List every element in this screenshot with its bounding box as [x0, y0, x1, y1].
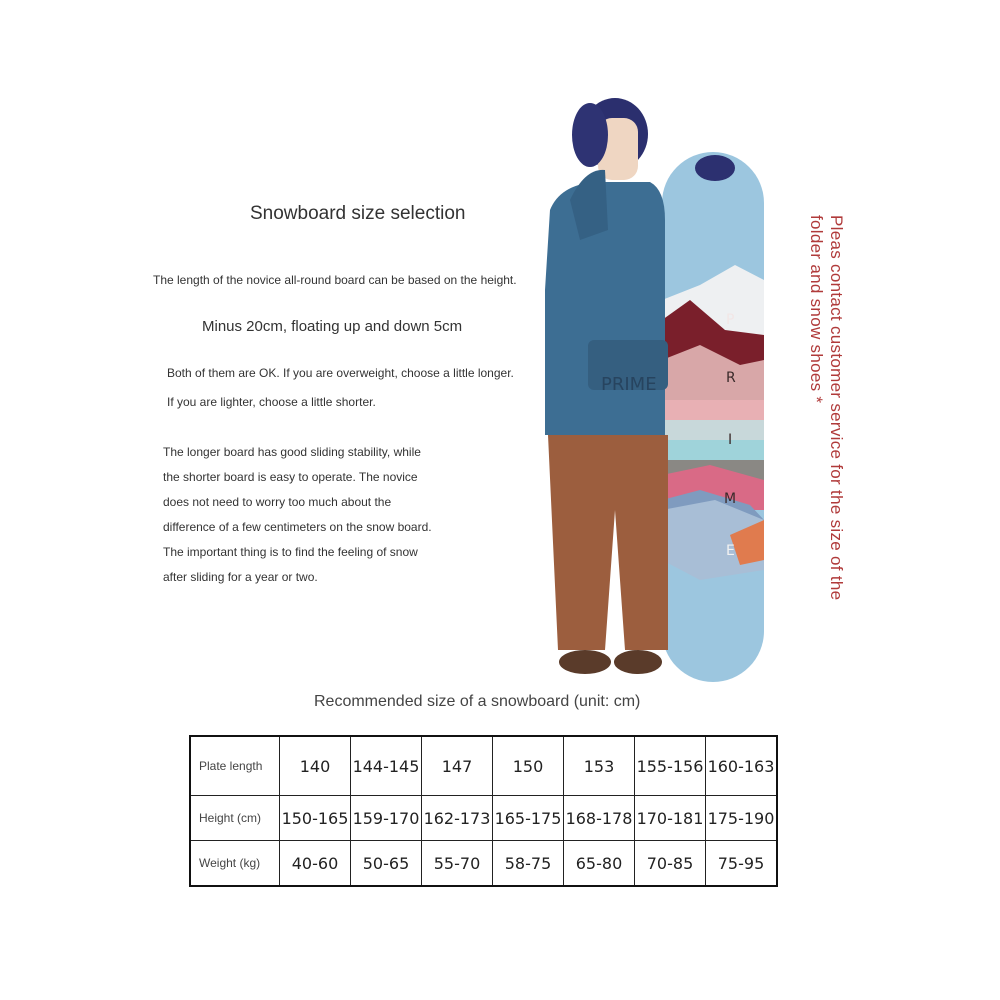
intro-line-2: Minus 20cm, floating up and down 5cm [202, 318, 463, 335]
table-cell: 144-145 [351, 736, 422, 796]
side-note-line-1: Pleas contact customer service for the size of the [827, 215, 846, 601]
table-cell: 58-75 [493, 841, 564, 887]
person-figure [545, 98, 668, 674]
size-table [189, 735, 778, 887]
advice-line: after sliding for a year or two. [163, 570, 318, 584]
hoodie-logo-text: PRIME [601, 374, 657, 395]
table-row [190, 841, 777, 887]
table-cell: 175-190 [706, 796, 778, 841]
table-row [190, 736, 777, 796]
table-cell: 162-173 [422, 796, 493, 841]
table-cell: 159-170 [351, 796, 422, 841]
page-title: Snowboard size selection [250, 203, 466, 224]
advice-paragraph [163, 440, 432, 590]
intro-line-1: The length of the novice all-round board can be based on the height. [153, 273, 517, 287]
side-note [806, 215, 846, 600]
table-title: Recommended size of a snowboard (unit: cm) [314, 693, 641, 710]
table-cell: 150 [493, 736, 564, 796]
snowboard-image [662, 152, 764, 682]
snowboarder-illustration [540, 90, 780, 690]
table-cell: 140 [280, 736, 351, 796]
advice-line: the shorter board is easy to operate. The novice [163, 470, 418, 484]
table-cell: 40-60 [280, 841, 351, 887]
intro-line-3: Both of them are OK. If you are overweight, choose a little longer. [167, 366, 514, 380]
table-cell: 155-156 [635, 736, 706, 796]
board-letter: P [726, 312, 735, 328]
intro-line-4: If you are lighter, choose a little shorter. [167, 395, 376, 409]
advice-line: The longer board has good sliding stability, while [163, 445, 421, 459]
advice-line: difference of a few centimeters on the snow board. [163, 520, 432, 534]
table-row [190, 796, 777, 841]
table-cell: 150-165 [280, 796, 351, 841]
table-cell: 55-70 [422, 841, 493, 887]
row-label: Height (cm) [190, 796, 280, 841]
table-cell: 165-175 [493, 796, 564, 841]
table-cell: 168-178 [564, 796, 635, 841]
table-cell: 147 [422, 736, 493, 796]
board-letter: E [726, 543, 735, 559]
intro-paragraph [167, 359, 514, 417]
table-cell: 75-95 [706, 841, 778, 887]
row-label: Plate length [190, 736, 280, 796]
board-letter: R [726, 370, 736, 386]
row-label: Weight (kg) [190, 841, 280, 887]
table-cell: 153 [564, 736, 635, 796]
board-letter: I [728, 432, 733, 448]
side-note-line-2: folder and snow shoes * [807, 215, 826, 404]
advice-line: The important thing is to find the feeling of snow [163, 545, 418, 559]
table-cell: 170-181 [635, 796, 706, 841]
table-cell: 160-163 [706, 736, 778, 796]
table-cell: 70-85 [635, 841, 706, 887]
table-cell: 50-65 [351, 841, 422, 887]
table-cell: 65-80 [564, 841, 635, 887]
advice-line: does not need to worry too much about the [163, 495, 392, 509]
board-letter: M [724, 491, 737, 507]
